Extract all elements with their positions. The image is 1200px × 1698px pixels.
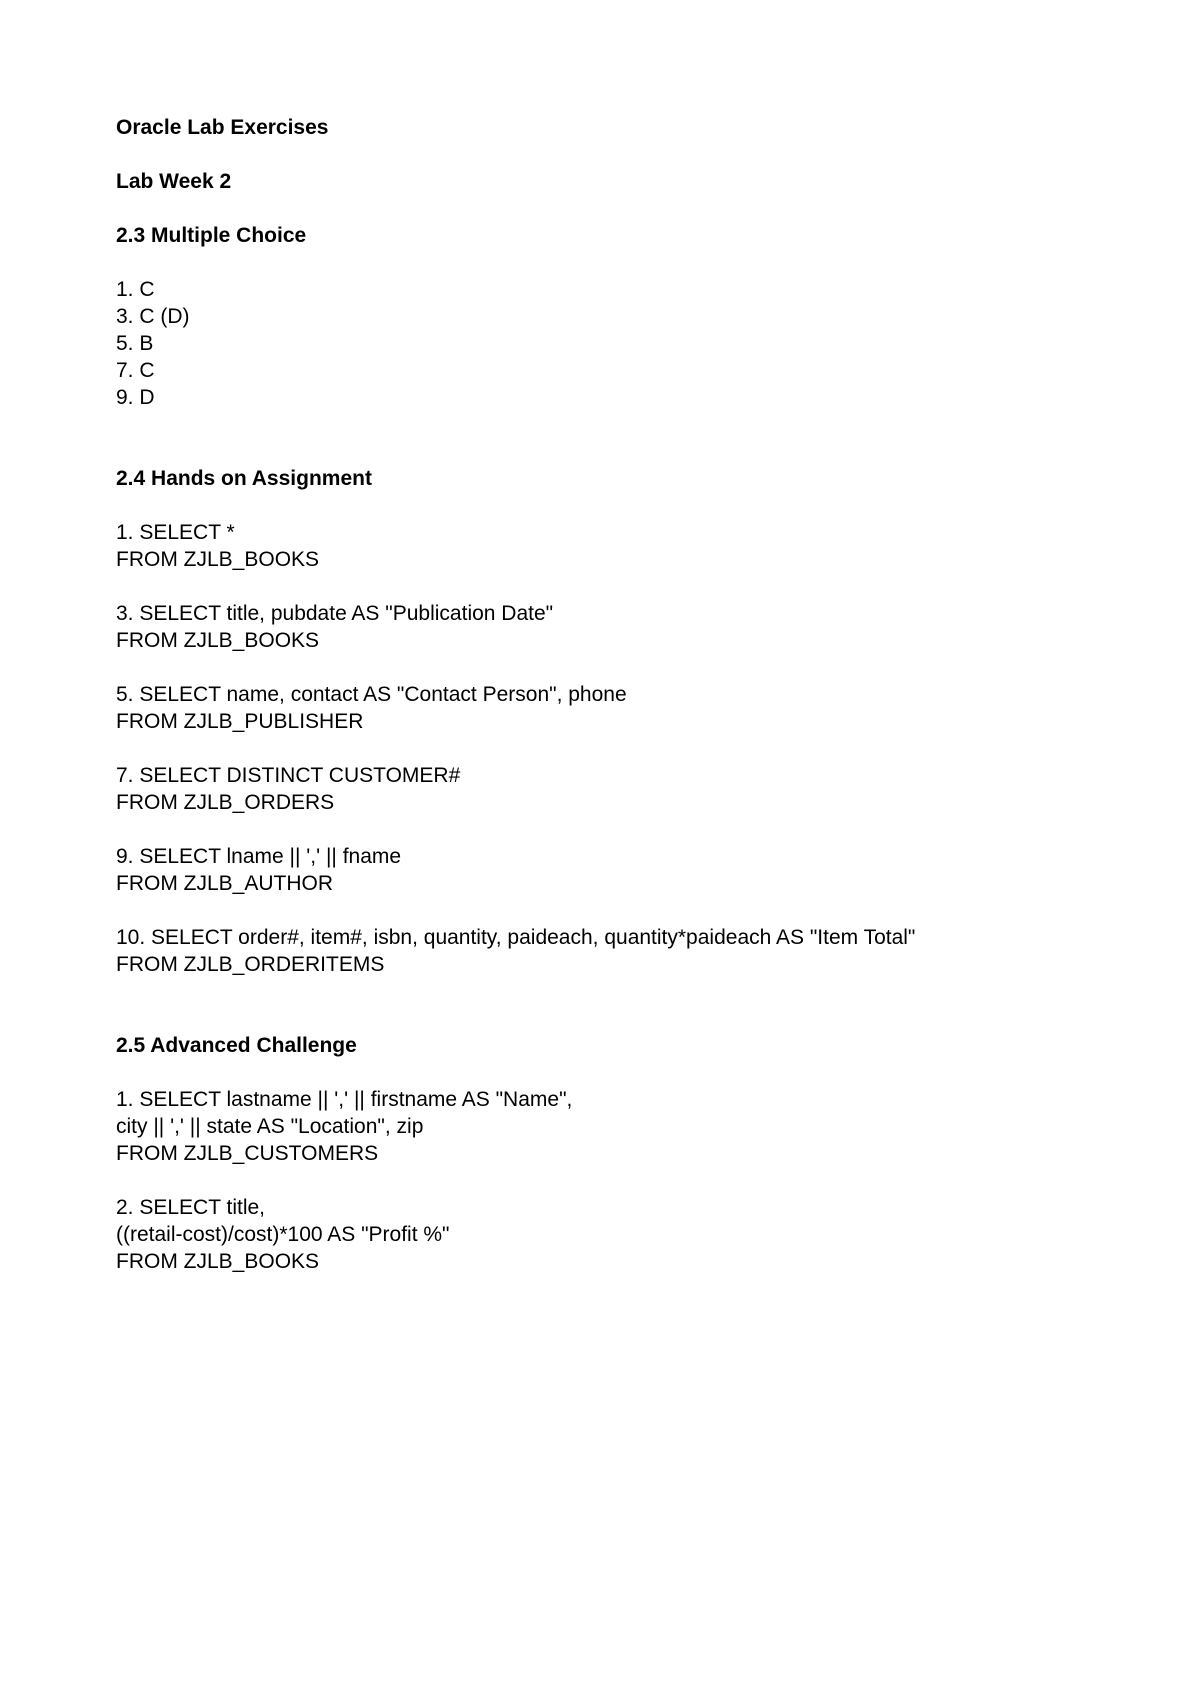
sql-answer: [116, 843, 1116, 897]
document-subtitle: Lab Week 2: [116, 170, 232, 193]
answer-item: 3. C (D): [116, 305, 190, 328]
section-heading: 2.5 Advanced Challenge: [116, 1034, 357, 1057]
sql-line: city || ',' || state AS "Location", zip: [116, 1115, 424, 1138]
sql-answer: [116, 762, 1116, 816]
answer-item: 5. B: [116, 332, 154, 355]
sql-line: FROM ZJLB_ORDERS: [116, 791, 335, 814]
sql-line: 10. SELECT order#, item#, isbn, quantity, paideach, quantity*paideach AS "Item Total": [116, 926, 916, 949]
sql-line: FROM ZJLB_CUSTOMERS: [116, 1142, 379, 1165]
sql-answer: [116, 1086, 1116, 1167]
sql-line: 9. SELECT lname || ',' || fname: [116, 845, 402, 868]
sql-line: 3. SELECT title, pubdate AS "Publication Date": [116, 602, 554, 625]
answer-item: 7. C: [116, 359, 155, 382]
sql-line: ((retail-cost)/cost)*100 AS "Profit %": [116, 1223, 450, 1246]
sql-answer: [116, 924, 1116, 978]
section-multiple-choice: [116, 222, 1116, 411]
sql-line: FROM ZJLB_ORDERITEMS: [116, 953, 385, 976]
sql-line: FROM ZJLB_BOOKS: [116, 548, 320, 571]
sql-answer: [116, 600, 1116, 654]
sql-line: FROM ZJLB_BOOKS: [116, 1250, 320, 1273]
sql-answer: [116, 1194, 1116, 1275]
sql-line: 1. SELECT lastname || ',' || firstname AS "Name",: [116, 1088, 573, 1111]
section-advanced-challenge: [116, 1032, 1116, 1275]
sql-line: FROM ZJLB_PUBLISHER: [116, 710, 364, 733]
sql-answer: [116, 519, 1116, 573]
answer-item: 9. D: [116, 386, 155, 409]
sql-line: FROM ZJLB_AUTHOR: [116, 872, 334, 895]
sql-line: 7. SELECT DISTINCT CUSTOMER#: [116, 764, 461, 787]
sql-line: FROM ZJLB_BOOKS: [116, 629, 320, 652]
sql-line: 1. SELECT *: [116, 521, 235, 544]
sql-line: 2. SELECT title,: [116, 1196, 266, 1219]
section-heading: 2.4 Hands on Assignment: [116, 467, 372, 490]
section-heading: 2.3 Multiple Choice: [116, 224, 307, 247]
sql-answer: [116, 681, 1116, 735]
document-title: Oracle Lab Exercises: [116, 116, 329, 139]
document-page: [116, 114, 1116, 1275]
answer-item: 1. C: [116, 278, 155, 301]
section-hands-on: [116, 465, 1116, 978]
sql-line: 5. SELECT name, contact AS "Contact Person", phone: [116, 683, 627, 706]
